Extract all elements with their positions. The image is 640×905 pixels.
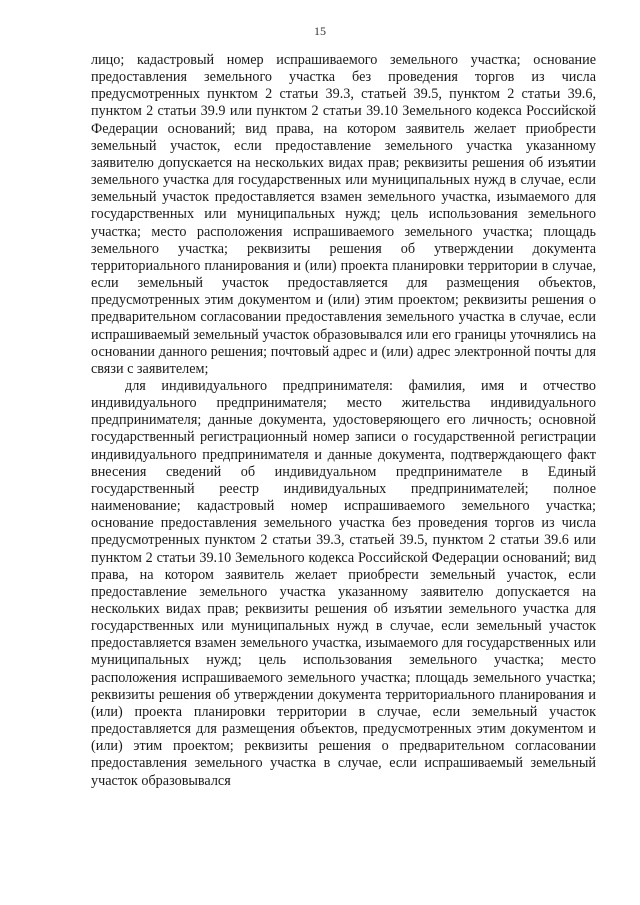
page-number: 15 [314, 24, 326, 38]
paragraph-legal-entity-continuation: лицо; кадастровый номер испрашиваемого земельного участка; основание предоставления земельного участка без проведения торгов из числа предусмотренных пунктом 2 статьи 39.3, статьей 39.5, пунктом 2 статьи 39.6, пунктом 2 статьи 39.9 или пунктом 2 статьи 39.10 Земельного кодекса Российской Федерации оснований; вид права, на котором заявитель желает приобрести земельный участок, если предоставление земельного участка указанному заявителю допускается на нескольких видах прав; реквизиты решения об изъятии земельного участка для государственных или муниципальных нужд в случае, если земельный участок предоставляется взамен земельного участка, изымаемого для государственных или муниципальных нужд; цель использования земельного участка; место расположения испрашиваемого земельного участка; площадь земельного участка; реквизиты решения об утверждении документа территориального планирования и (или) проекта планировки территории в случае, если земельный участок предоставляется для размещения объектов, предусмотренных этим документом и (или) этим проектом; реквизиты решения о предварительном согласовании предоставления земельного участка в случае, если испрашиваемый земельный участок образовывался или его границы уточнялись на основании данного решения; почтовый адрес и (или) адрес электронной почты для связи с заявителем; [91, 52, 596, 377]
paragraph-individual-entrepreneur: для индивидуального предпринимателя: фамилия, имя и отчество индивидуального предпринимателя; место жительства индивидуального предпринимателя; данные документа, удостоверяющего его личность; основной государственный регистрационный номер записи о государственной регистрации индивидуального предпринимателя и данные документа, подтверждающего факт внесения сведений об индивидуальном предпринимателе в Единый государственный реестр индивидуальных предпринимателей; полное наименование; кадастровый номер испрашиваемого земельного участка; основание предоставления земельного участка без проведения торгов из числа предусмотренных пунктом 2 статьи 39.3, статьей 39.5, пунктом 2 статьи 39.6 или пунктом 2 статьи 39.10 Земельного кодекса Российской Федерации оснований; вид права, на котором заявитель желает приобрести земельный участок, если предоставление земельного участка указанному заявителю допускается на нескольких видах прав; реквизиты решения об изъятии земельного участка для государственных или муниципальных нужд в случае, если земельный участок предоставляется взамен земельного участка, изымаемого для государственных или муниципальных нужд; цель использования земельного участка; место расположения испрашиваемого земельного участка; площадь земельного участка; реквизиты решения об утверждении документа территориального планирования и (или) проекта планировки территории в случае, если земельный участок предоставляется для размещения объектов, предусмотренных этим документом и (или) этим проектом; реквизиты решения о предварительном согласовании предоставления земельного участка в случае, если испрашиваемый земельный участок образовывался [91, 377, 596, 789]
document-body [91, 52, 596, 790]
